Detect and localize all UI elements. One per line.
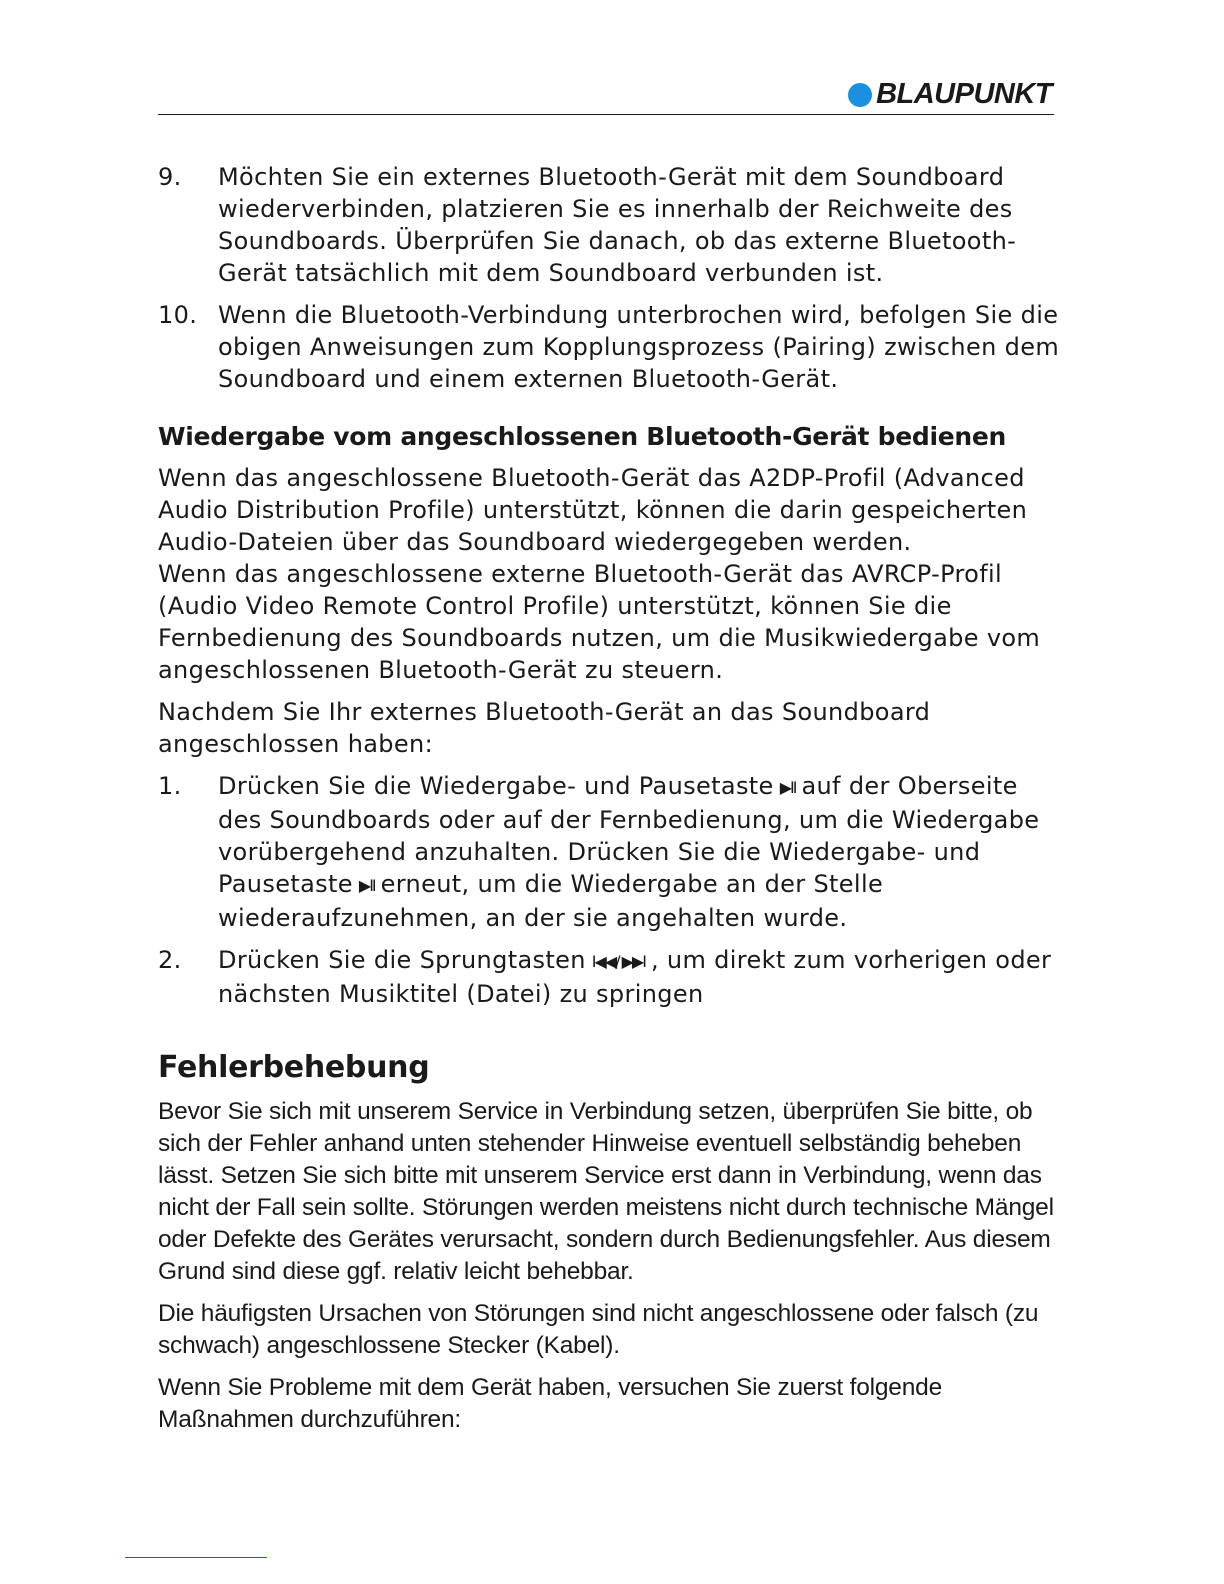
skip-icon: I◀◀/ ▶▶I [591, 952, 645, 971]
list-text [218, 944, 1068, 1010]
playback-paragraph [158, 462, 1068, 686]
list-text: Möchten Sie ein externes Bluetooth-Gerät mit dem Soundboard wiederverbinden, platzieren Sie es innerhalb der Reichweite des Soundboards. Überprüfen Sie danach, ob das externe Bluetooth-Gerät tatsächlich mit dem Soundboard verbunden ist. [218, 163, 1017, 287]
page-content [158, 161, 1068, 1446]
step-text: Drücken Sie die Sprungtasten [218, 946, 586, 974]
connected-intro: Nachdem Sie Ihr externes Bluetooth-Gerät an das Soundboard angeschlossen haben: [158, 698, 931, 758]
play-pause-icon: ▶II [358, 876, 375, 895]
step-text: Drücken Sie die Wiedergabe- und Pausetaste [218, 772, 774, 800]
footnote-divider [125, 1557, 267, 1558]
troubleshooting-heading: Fehlerbehebung [158, 1050, 430, 1085]
list-item [158, 944, 1068, 1010]
brand-logo [848, 78, 1052, 111]
avrcp-text: Wenn das angeschlossene externe Bluetooth-Gerät das AVRCP-Profil (Audio Video Remote Control Profile) unterstützt, können Sie die Fernbedienung des Soundboards nutzen, um die Musikwiedergabe vom angeschlossenen Bluetooth-Gerät zu steuern. [158, 560, 1041, 684]
troubleshooting-paragraph: Bevor Sie sich mit unserem Service in Verbindung setzen, überprüfen Sie bitte, ob sich der Fehler anhand unten stehender Hinweise eventuell selbständig beheben lässt. Setzen Sie sich bitte mit unserem Service erst dann in Verbindung, wenn das nicht der Fall sein sollte. Störungen werden meistens nicht durch technische Mängel oder Defekte des Gerätes verursacht, sondern durch Bedienungsfehler. Aus diesem Grund sind diese ggf. relativ leicht behebbar. [158, 1098, 1054, 1285]
step-text: erneut, um die Wiedergabe an der Stelle wiederaufzunehmen, an der sie angehalten wurde. [218, 870, 884, 932]
list-number: 9. [158, 163, 182, 191]
play-pause-icon: ▶II [779, 778, 796, 797]
a2dp-text: Wenn das angeschlossene Bluetooth-Gerät das A2DP-Profil (Advanced Audio Distribution Profile) unterstützt, können die darin gespeicherten Audio-Dateien über das Soundboard wiedergegeben werden. [158, 464, 1028, 556]
logo-dot-icon [848, 83, 872, 107]
brand-name: BLAUPUNKT [876, 78, 1052, 110]
playback-heading: Wiedergabe vom angeschlossenen Bluetooth-Gerät bedienen [158, 422, 1007, 451]
list-number: 2. [158, 946, 182, 974]
troubleshooting-paragraph: Wenn Sie Probleme mit dem Gerät haben, versuchen Sie zuerst folgende Maßnahmen durchzuführen: [158, 1374, 942, 1433]
list-item [158, 299, 1068, 395]
list-number: 1. [158, 772, 182, 800]
list-number: 10. [158, 301, 198, 329]
troubleshooting-paragraph: Die häufigsten Ursachen von Störungen sind nicht angeschlossene oder falsch (zu schwach) angeschlossene Stecker (Kabel). [158, 1300, 1039, 1359]
list-item [158, 161, 1068, 289]
page-header [158, 74, 1054, 115]
step-text: auf der Oberseite des Soundboards oder auf der Fernbedienung, um die Wiedergabe vorübergehend anzuhalten. Drücken Sie die Wiedergabe- und Pausetaste [218, 772, 1040, 898]
step-text: , um direkt zum vorherigen oder nächsten Musiktitel (Datei) zu springen [218, 946, 1052, 1008]
list-item [158, 770, 1068, 934]
list-text: Wenn die Bluetooth-Verbindung unterbrochen wird, befolgen Sie die obigen Anweisungen zum Kopplungsprozess (Pairing) zwischen dem Soundboard und einem externen Bluetooth-Gerät. [218, 301, 1060, 393]
list-text [218, 770, 1068, 934]
